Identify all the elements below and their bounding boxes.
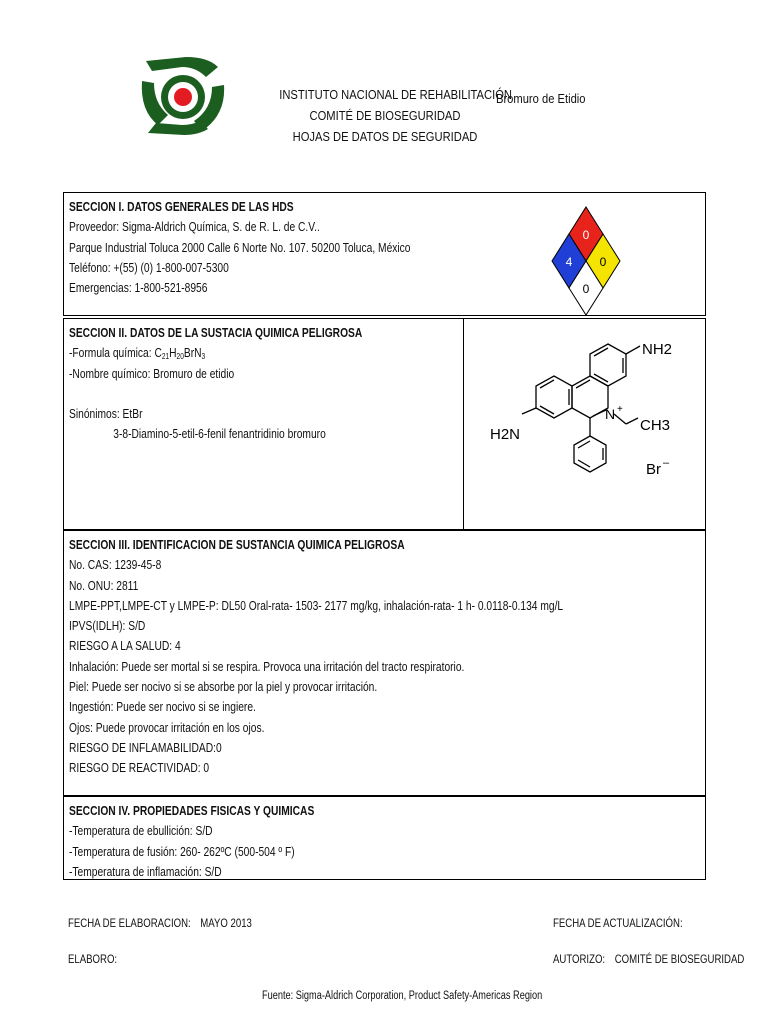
eye-risk: Ojos: Puede provocar irritación en los ojos. [69, 720, 265, 735]
structure-label-plus: + [617, 404, 623, 415]
nfpa-hazard-diamond [551, 205, 621, 317]
section-4-title: SECCION IV. PROPIEDADES FISICAS Y QUIMICAS [69, 804, 315, 818]
nfpa-special-value: 0 [582, 282, 590, 296]
institution-logo [138, 55, 228, 137]
committee-name: COMITÉ DE BIOSEGURIDAD [309, 108, 461, 123]
document-type: HOJAS DE DATOS DE SEGURIDAD [292, 129, 478, 144]
authorized-by-value: COMITÉ DE BIOSEGURIDAD [614, 952, 745, 966]
section-4 [63, 796, 706, 880]
elaboration-date-label: FECHA DE ELABORACION: [68, 916, 191, 930]
structure-label-nh2: NH2 [642, 341, 673, 358]
nfpa-flammability-value: 0 [582, 228, 590, 242]
inhalation-risk: Inhalación: Puede ser mortal si se respira. Provoca una irritación del tracto respiratorio. [69, 659, 465, 674]
section-3 [63, 530, 706, 796]
supplier-line: Proveedor: Sigma-Aldrich Química, S. de R. L. de C.V.. [69, 220, 320, 235]
source-note: Fuente: Sigma-Aldrich Corporation, Product Safety-Americas Region [262, 990, 543, 1002]
idlh: IPVS(IDLH): S/D [69, 619, 146, 634]
synonym-iupac: 3-8-Diamino-5-etil-6-fenil fenantridinio bromuro [113, 427, 326, 442]
exposure-limits: LMPE-PPT,LMPE-CT y LMPE-P: DL50 Oral-rata- 1503- 2177 mg/kg, inhalación-rata- 1 h- 0.0118-0.134 mg/L [69, 598, 564, 613]
document-header [279, 84, 512, 147]
section-1-title: SECCION I. DATOS GENERALES DE LAS HDS [69, 200, 294, 214]
synonyms-label: Sinónimos: EtBr [69, 406, 143, 421]
chemical-name: -Nombre químico: Bromuro de etidio [69, 366, 235, 381]
authorized-by-label: AUTORIZO: [553, 952, 606, 966]
chemical-structure-diagram [486, 322, 686, 504]
reactivity-risk: RIESGO DE REACTIVIDAD: 0 [69, 761, 210, 776]
cas-number: No. CAS: 1239-45-8 [69, 558, 162, 573]
update-date-label: FECHA DE ACTUALIZACIÓN: [553, 916, 683, 930]
emergency-line: Emergencias: 1-800-521-8956 [69, 281, 208, 296]
address-line: Parque Industrial Toluca 2000 Calle 6 Norte No. 107. 50200 Toluca, México [69, 240, 411, 255]
ingestion-risk: Ingestión: Puede ser nocivo si se ingiere. [69, 700, 256, 715]
health-risk: RIESGO A LA SALUD: 4 [69, 639, 181, 654]
elaborated-by-label: ELABORO: [68, 952, 118, 966]
structure-label-n: N [605, 406, 616, 422]
structure-label-br: Br [646, 461, 661, 478]
structure-label-minus: – [663, 457, 670, 469]
structure-label-h2n: H2N [490, 426, 521, 443]
boiling-point: -Temperatura de ebullición: S/D [69, 824, 213, 839]
chemical-formula: -Formula química: $C_{21}H_{20}BrN_3$ [69, 346, 206, 362]
structure-label-ch3: CH3 [640, 417, 671, 434]
melting-point: -Temperatura de fusión: 260- 262ºC (500-504 º F) [69, 844, 295, 859]
flammability-risk: RIESGO DE INFLAMABILIDAD:0 [69, 740, 222, 755]
section-3-title: SECCION III. IDENTIFICACION DE SUSTANCIA QUIMICA PELIGROSA [69, 538, 405, 552]
institute-name: INSTITUTO NACIONAL DE REHABILITACIÓN [279, 87, 512, 102]
phone-line: Teléfono: +(55) (0) 1-800-007-5300 [69, 260, 229, 275]
elaboration-date [68, 916, 252, 930]
skin-risk: Piel: Puede ser nocivo si se absorbe por la piel y provocar irritación. [69, 680, 378, 695]
un-number: No. ONU: 2811 [69, 578, 139, 593]
section-2-divider [463, 319, 464, 529]
nfpa-health-value: 4 [565, 255, 573, 269]
section-2-title: SECCION II. DATOS DE LA SUSTACIA QUIMICA PELIGROSA [69, 326, 363, 340]
substance-name: Bromuro de Etidio [496, 91, 586, 106]
nfpa-reactivity-value: 0 [599, 255, 607, 269]
authorized-by [553, 952, 744, 966]
elaboration-date-value: MAYO 2013 [200, 916, 252, 930]
flash-point: -Temperatura de inflamación: S/D [69, 864, 222, 879]
